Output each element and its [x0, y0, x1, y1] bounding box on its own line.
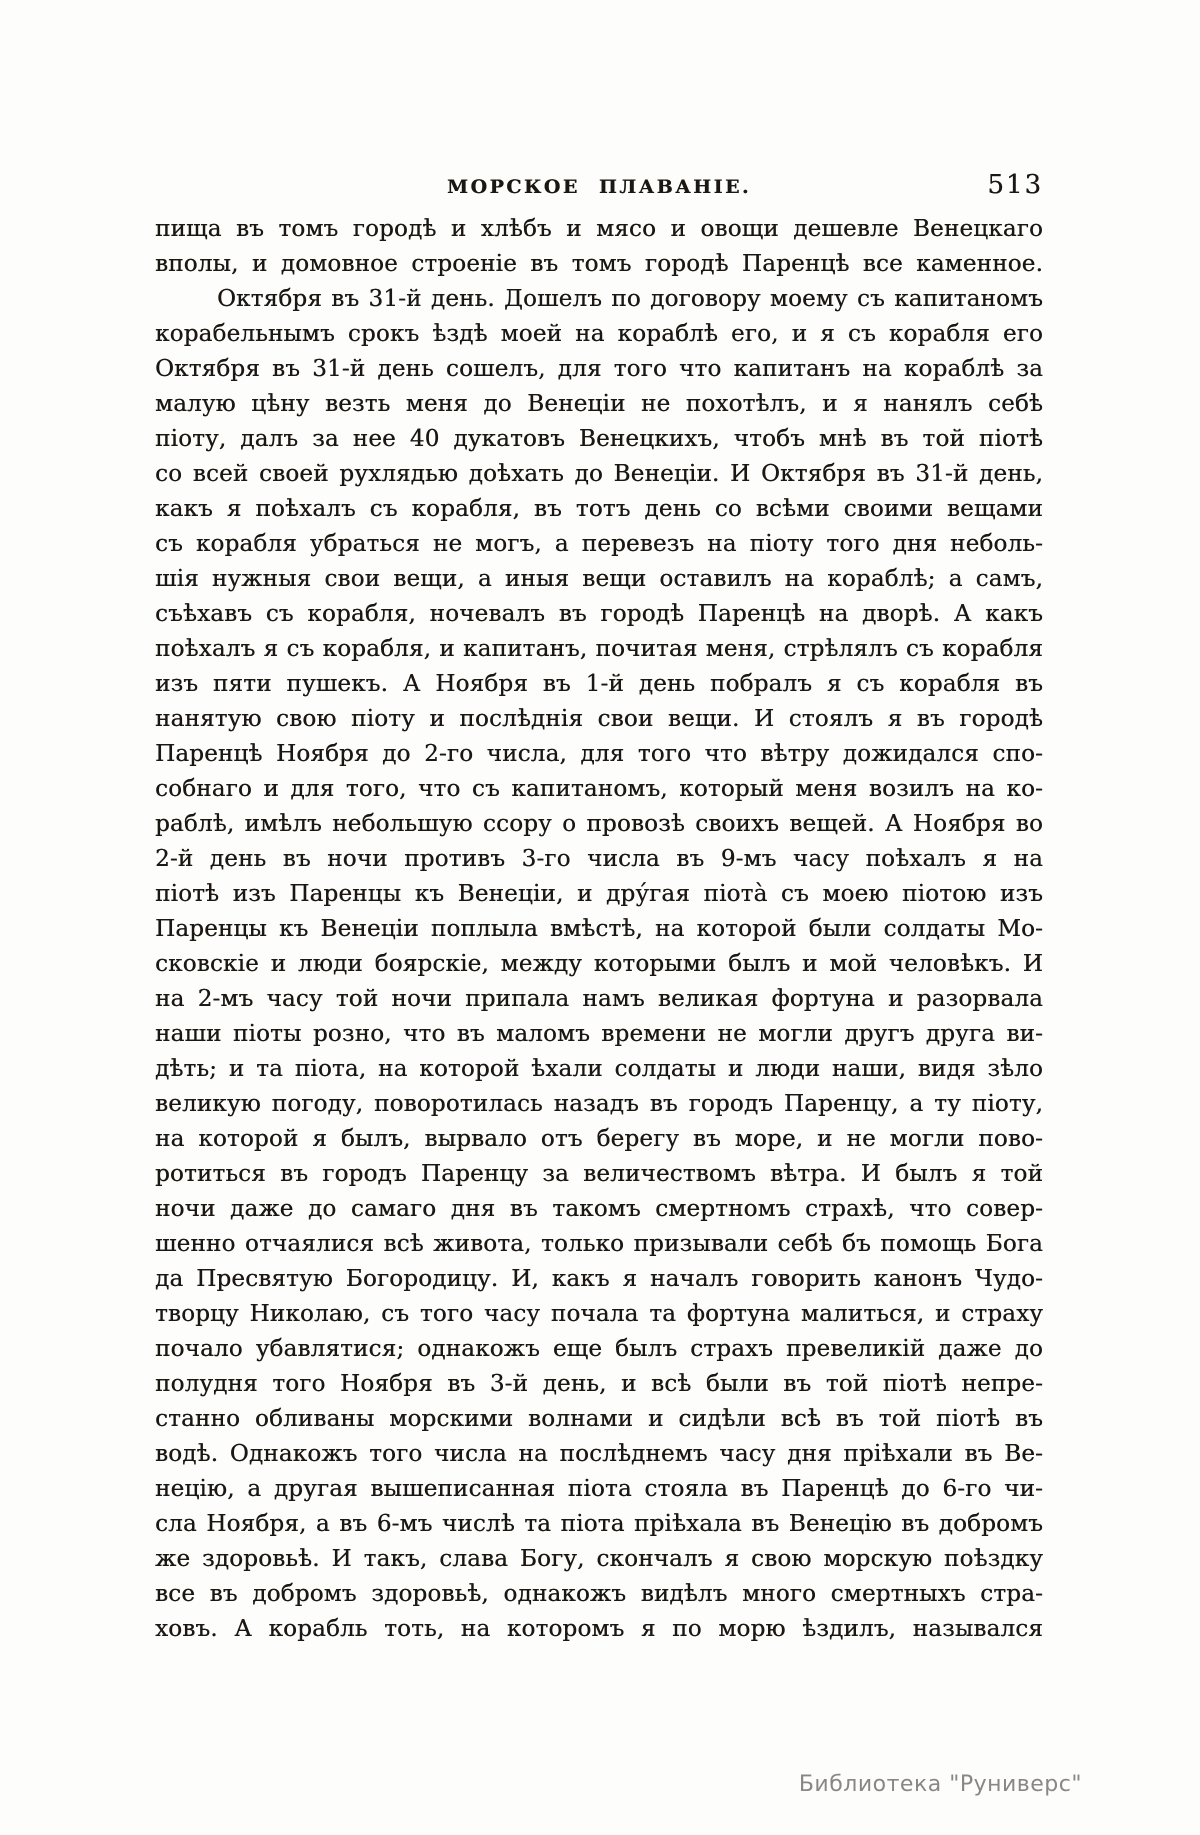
page-header — [155, 172, 1043, 206]
text-line: Октября въ 31-й день. Дошелъ по договору моему съ капитаномъ — [217, 286, 1043, 312]
text-line: шенно отчаялися всѣ живота, только призывали себѣ бъ помощь Бога — [155, 1231, 1043, 1257]
text-line: наши піоты розно, что въ маломъ времени не могли другъ друга ви- — [155, 1021, 1043, 1047]
text-line: сковскіе и люди боярскіе, между которыми былъ и мой человѣкъ. И — [155, 951, 1043, 977]
text-line: піотѣ изъ Паренцы къ Венеціи, и дру́гая піота̀ съ моею піотою изъ — [155, 881, 1043, 907]
text-line: полудня того Ноября въ 3-й день, и всѣ были въ той піотѣ непре- — [155, 1371, 1043, 1397]
text-line: ховъ. А корабль тоть, на которомъ я по морю ѣздилъ, назывался — [155, 1616, 1043, 1642]
text-line: ротиться въ городъ Паренцу за величествомъ вѣтра. И былъ я той — [155, 1161, 1043, 1187]
text-line: 2-й день въ ночи противъ 3-го числа въ 9-мъ часу поѣхалъ я на — [155, 846, 1043, 872]
text-line: раблѣ, имѣлъ небольшую ссору о провозѣ своихъ вещей. А Ноября во — [155, 811, 1043, 837]
text-line: со всей своей рухлядью доѣхать до Венеціи. И Октября въ 31-й день, — [155, 461, 1043, 487]
text-line: Паренцы къ Венеціи поплыла вмѣстѣ, на которой были солдаты Мо- — [155, 916, 1043, 942]
text-line: да Пресвятую Богородицу. И, какъ я началъ говорить канонъ Чудо- — [155, 1266, 1043, 1292]
text-line: станно обливаны морскими волнами и сидѣли всѣ въ той піотѣ въ — [155, 1406, 1043, 1432]
text-line: почало убавлятися; однакожъ еще былъ страхъ превеликій даже до — [155, 1336, 1043, 1362]
text-line: Паренцѣ Ноября до 2-го числа, для того что вѣтру дожидался спо- — [155, 741, 1043, 767]
text-line: вполы, и домовное строеніе въ томъ городѣ Паренцѣ все каменное. — [155, 251, 1043, 277]
text-line: ночи даже до самаго дня въ такомъ смертномъ страхѣ, что совер- — [155, 1196, 1043, 1222]
text-line: корабельнымъ срокъ ѣздѣ моей на кораблѣ его, и я съ корабля его — [155, 321, 1043, 347]
text-line: малую цѣну везть меня до Венеціи не похотѣлъ, и я нанялъ себѣ — [155, 391, 1043, 417]
text-line: же здоровьѣ. И такъ, слава Богу, скончалъ я свою морскую поѣздку — [155, 1546, 1043, 1572]
text-line: водѣ. Однакожъ того числа на послѣднемъ часу дня пріѣхали въ Ве- — [155, 1441, 1043, 1467]
page-number: 513 — [987, 170, 1043, 200]
text-line: съ корабля убраться не могъ, а перевезъ на піоту того дня неболь- — [155, 531, 1043, 557]
text-line: поѣхалъ я съ корабля, и капитанъ, почитая меня, стрѣлялъ съ корабля — [155, 636, 1043, 662]
text-line: изъ пяти пушекъ. А Ноября въ 1-й день побралъ я съ корабля въ — [155, 671, 1043, 697]
text-line: на которой я былъ, вырвало отъ берегу въ море, и не могли пово- — [155, 1126, 1043, 1152]
text-line: на 2-мъ часу той ночи припала намъ великая фортуна и разорвала — [155, 986, 1043, 1012]
text-line: творцу Николаю, съ того часу почала та фортуна малиться, и страху — [155, 1301, 1043, 1327]
text-line: великую погоду, поворотилась назадъ въ городъ Паренцу, а ту піоту, — [155, 1091, 1043, 1117]
text-line: собнаго и для того, что съ капитаномъ, который меня возилъ на ко- — [155, 776, 1043, 802]
text-line: какъ я поѣхалъ съ корабля, въ тотъ день со всѣми своими вещами — [155, 496, 1043, 522]
text-line: Октября въ 31-й день сошелъ, для того что капитанъ на кораблѣ за — [155, 356, 1043, 382]
watermark: Библиотека "Руниверс" — [798, 1772, 1082, 1797]
body-text — [155, 212, 1043, 1647]
running-title: МОРСКОЕ ПЛАВАНІЕ. — [446, 176, 752, 198]
text-line: все въ добромъ здоровьѣ, однакожъ видѣлъ много смертныхъ стра- — [155, 1581, 1043, 1607]
text-line: съѣхавъ съ корабля, ночевалъ въ городѣ Паренцѣ на дворѣ. А какъ — [155, 601, 1043, 627]
text-line: нанятую свою піоту и послѣднія свои вещи. И стоялъ я въ городѣ — [155, 706, 1043, 732]
text-line: нецію, а другая вышеписанная піота стояла въ Паренцѣ до 6-го чи- — [155, 1476, 1043, 1502]
text-line: пища въ томъ городѣ и хлѣбъ и мясо и овощи дешевле Венецкаго — [155, 216, 1043, 242]
text-line: піоту, далъ за нее 40 дукатовъ Венецкихъ, чтобъ мнѣ въ той піотѣ — [155, 426, 1043, 452]
text-line: сла Ноября, а въ 6-мъ числѣ та піота пріѣхала въ Венецію въ добромъ — [155, 1511, 1043, 1537]
text-line: дѣть; и та піота, на которой ѣхали солдаты и люди наши, видя зѣло — [155, 1056, 1043, 1082]
text-line: шія нужныя свои вещи, а иныя вещи оставилъ на кораблѣ; а самъ, — [155, 566, 1043, 592]
